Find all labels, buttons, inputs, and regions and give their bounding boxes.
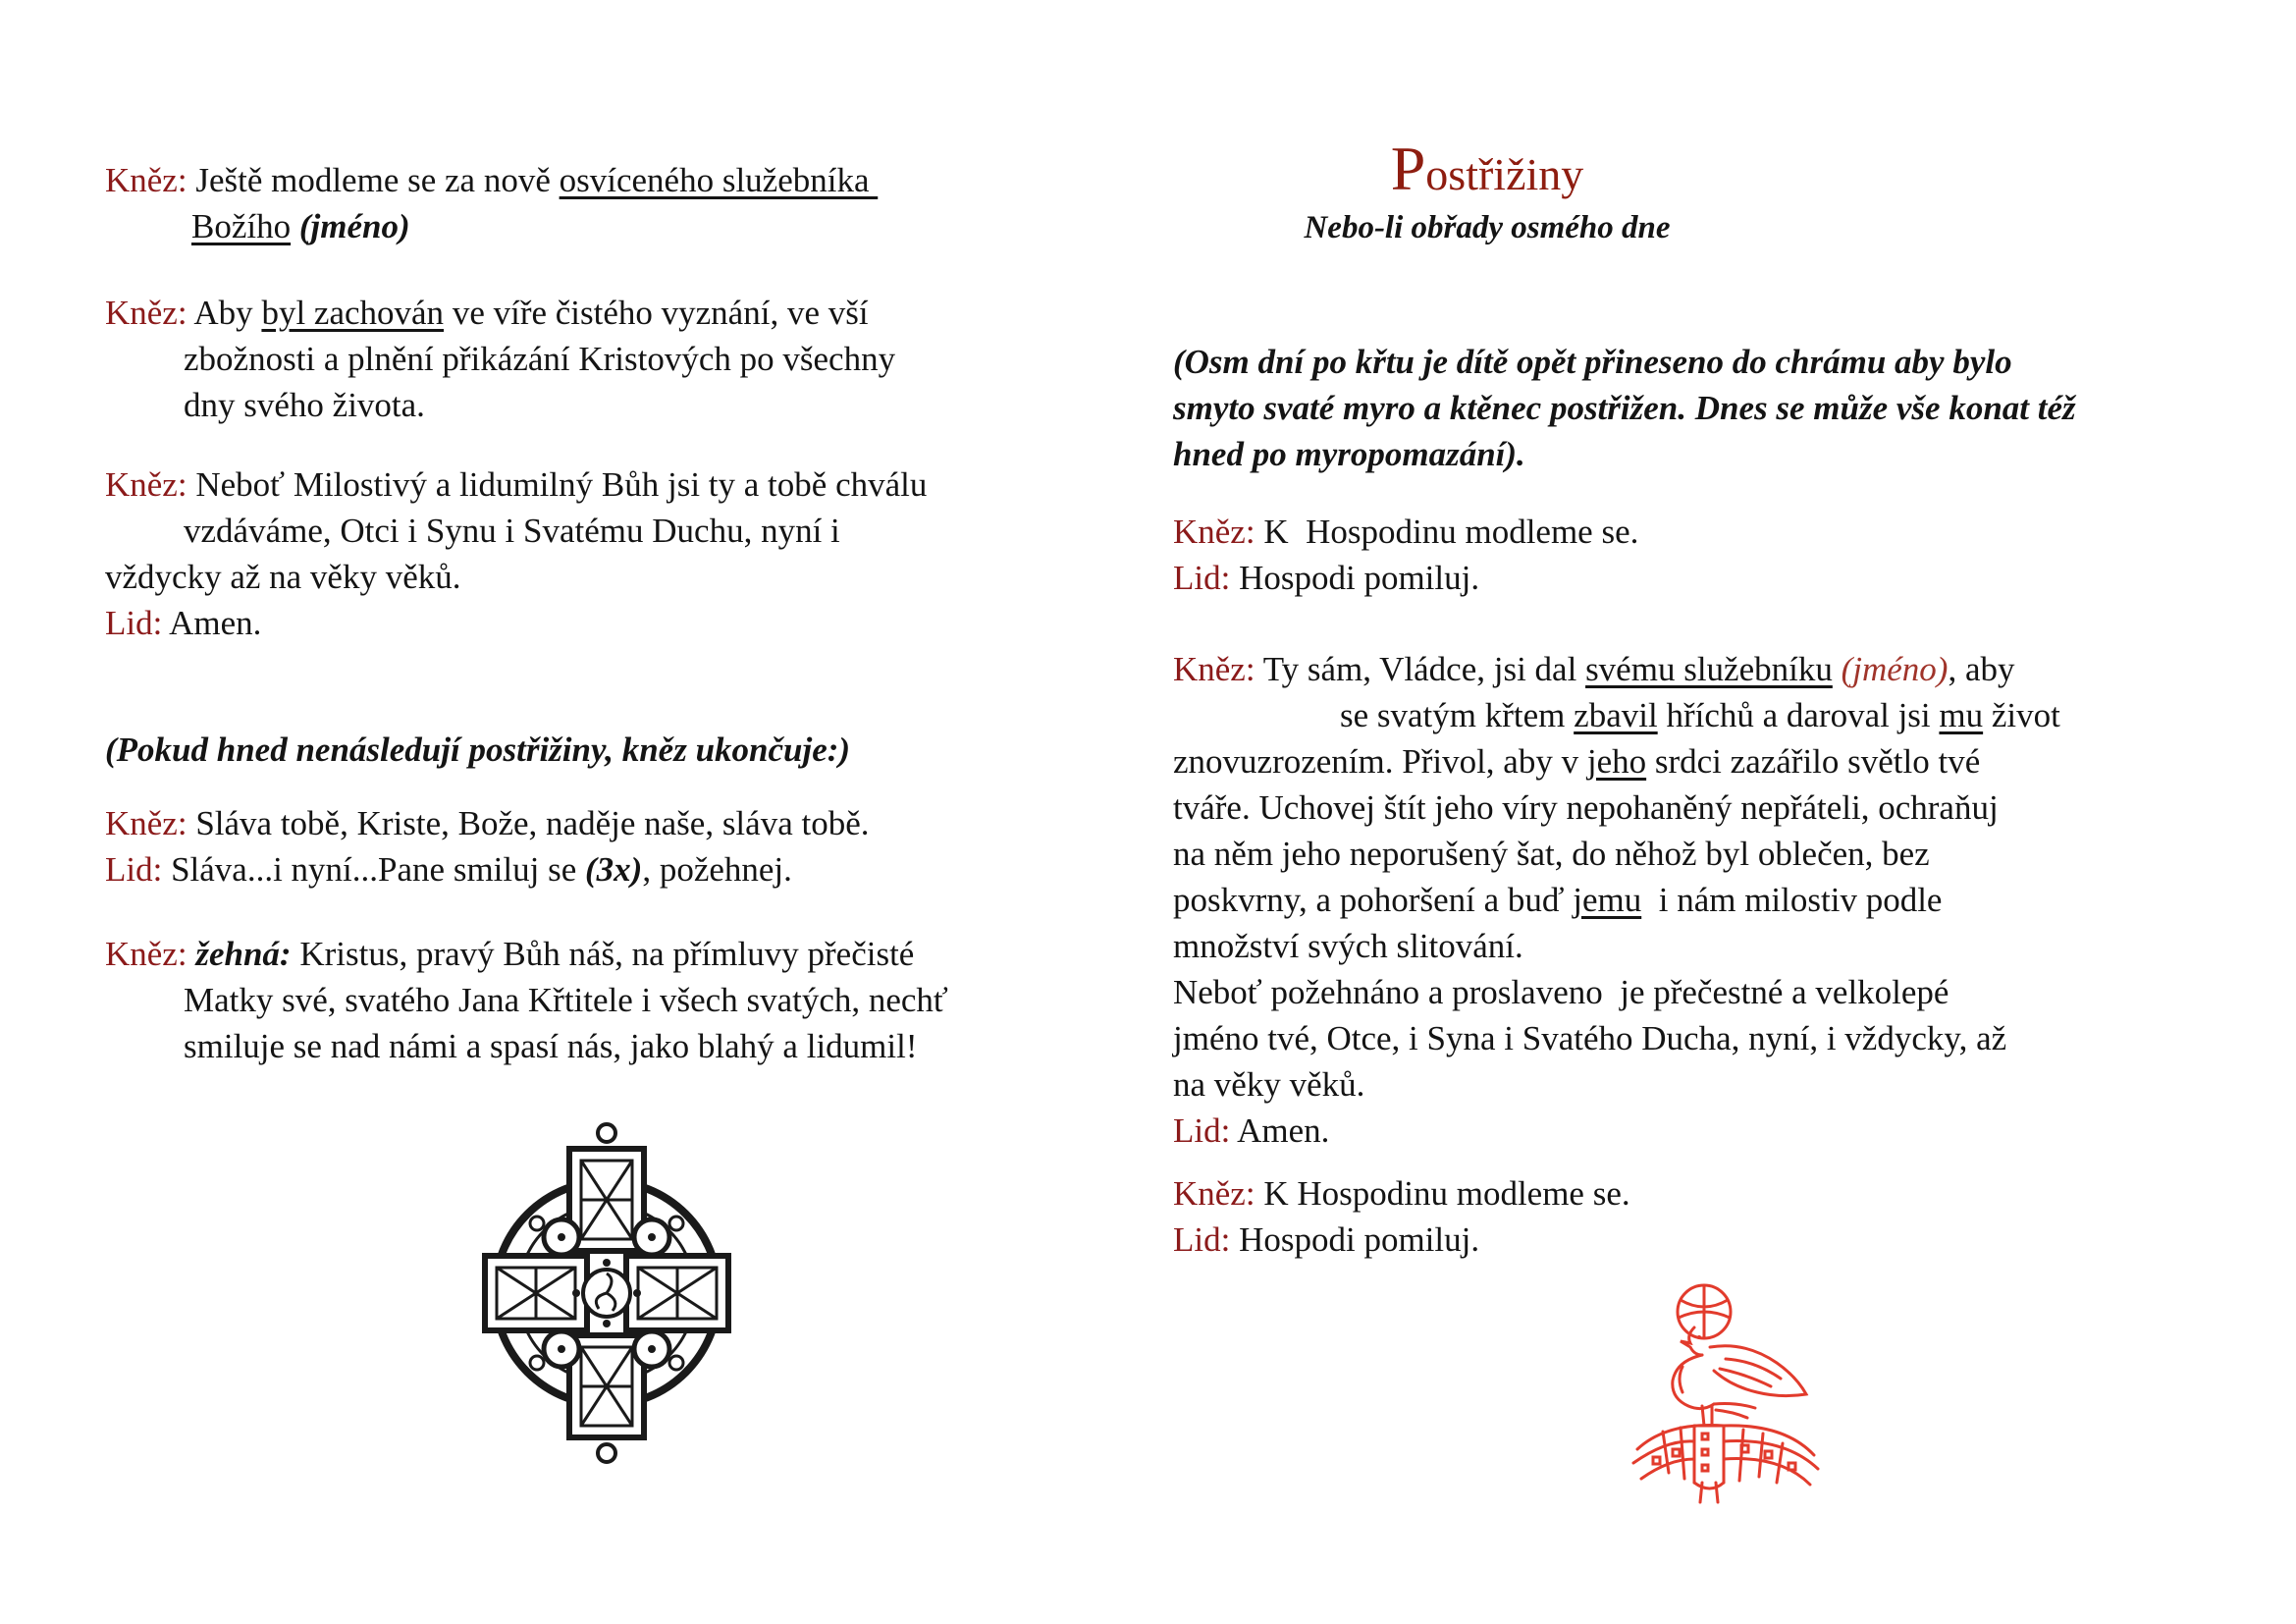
prayer-thou-thyself-master — [1173, 646, 2060, 1154]
underlined-phrase: svému služebníku — [1585, 650, 1833, 688]
litany-pair-1 — [1173, 509, 1638, 601]
text-line — [184, 508, 927, 554]
text-run: Amen. — [1230, 1111, 1330, 1150]
text-run: Aby — [187, 294, 262, 332]
text-line — [1173, 339, 2076, 385]
rubric-note-eighth-day — [1173, 339, 2076, 477]
text-run: Sláva tobě, Kriste, Bože, naděje naše, sláva tobě. — [187, 804, 870, 842]
speaker-label-lid: Lid: — [105, 850, 163, 889]
text-line — [1173, 785, 2060, 831]
text-run: jméno tvé, Otce, i Syna i Svatého Ducha, nyní, i vždycky, až — [1173, 1019, 2007, 1057]
text-line — [1173, 431, 2076, 477]
text-line — [105, 290, 895, 336]
rubric-text: (Pokud hned nenásledují postřižiny, kněz ukončuje:) — [105, 731, 851, 769]
text-run: zbožnosti a plnění přikázání Kristových po všechny — [184, 340, 896, 378]
text-line — [1173, 1015, 2060, 1061]
text-run: , požehnej. — [642, 850, 792, 889]
underlined-phrase: byl zachován — [261, 294, 445, 332]
text-line — [1340, 692, 2060, 738]
text-line — [1173, 509, 1638, 555]
text-run: Matky své, svatého Jana Křtitele i všech svatých, nechť — [184, 981, 948, 1019]
paragraph-for-merciful-god — [105, 461, 927, 646]
text-line — [1173, 831, 2060, 877]
rubric-name-placeholder: (jméno) — [298, 207, 410, 245]
text-run: Sláva...i nyní...Pane smiluj se — [162, 850, 585, 889]
text-line — [1173, 738, 2060, 785]
speaker-label-knez: Kněz: — [1173, 650, 1255, 688]
text-run: dny svého života. — [184, 386, 425, 424]
text-line — [184, 977, 948, 1023]
text-run — [1833, 650, 1842, 688]
text-line — [1173, 1170, 1630, 1217]
underlined-phrase: Božího — [191, 207, 292, 245]
speaker-label-knez: Kněz: — [1173, 513, 1255, 551]
text-run: tváře. Uchovej štít jeho víry nepohaněný nepřáteli, ochraňuj — [1173, 788, 1999, 827]
underlined-phrase: jemu — [1573, 881, 1642, 919]
text-line — [1173, 969, 2060, 1015]
text-line — [1173, 555, 1638, 601]
text-run: Neboť Milostivý a lidumilný Bůh jsi ty a tobě chválu — [187, 465, 928, 504]
rubric-blesses: žehná: — [195, 935, 292, 973]
paragraph-glory-to-thee — [105, 800, 870, 893]
text-run: Kristus, pravý Bůh náš, na přímluvy přečisté — [291, 935, 915, 973]
speaker-label-lid: Lid: — [1173, 1111, 1231, 1150]
text-line — [105, 800, 870, 846]
rubric-note-if-no-tonsure — [105, 727, 850, 773]
text-line — [184, 1023, 948, 1069]
text-run: Ještě modleme se za nově — [187, 161, 560, 199]
text-run: smiluje se nad námi a spasí nás, jako blahý a lidumil! — [184, 1027, 918, 1065]
rubric-text: (Osm dní po křtu je dítě opět přineseno do chrámu aby bylo — [1173, 343, 2012, 381]
text-run: život — [1983, 696, 2060, 734]
underlined-phrase: jeho — [1586, 742, 1647, 781]
text-line — [1173, 646, 2060, 692]
text-run: se svatým křtem — [1340, 696, 1575, 734]
rubric-text: smyto svaté myro a ktěnec postřižen. Dnes se může vše konat též — [1173, 389, 2076, 427]
dove-with-halo-illustration-icon — [1608, 1276, 1843, 1507]
speaker-label-knez: Kněz: — [105, 935, 187, 973]
text-line — [1173, 1217, 1630, 1263]
text-line — [1173, 1061, 2060, 1108]
speaker-label-knez: Kněz: — [105, 294, 187, 332]
underlined-phrase: zbavil — [1574, 696, 1658, 734]
litany-pair-2 — [1173, 1170, 1630, 1263]
text-run: K Hospodinu modleme se. — [1255, 1174, 1630, 1213]
rubric-text: hned po myropomazání). — [1173, 435, 1525, 473]
text-line — [1173, 385, 2076, 431]
text-run: i nám milostiv podle — [1641, 881, 1943, 919]
text-run: vzdáváme, Otci i Synu i Svatému Duchu, nyní i — [184, 512, 840, 550]
text-run: Hospodi pomiluj. — [1230, 1220, 1480, 1259]
paragraph-blessing — [105, 931, 948, 1069]
speaker-label-knez: Kněz: — [105, 804, 187, 842]
speaker-label-knez: Kněz: — [105, 465, 187, 504]
page-title-block — [1173, 134, 1801, 249]
underlined-phrase: osvíceného služebníka — [559, 161, 879, 199]
text-line — [184, 382, 895, 428]
speaker-label-lid: Lid: — [1173, 1220, 1231, 1259]
text-line — [191, 203, 878, 249]
text-run — [291, 207, 299, 245]
title-rest: ostřižiny — [1425, 149, 1584, 199]
speaker-label-knez: Kněz: — [105, 161, 187, 199]
text-run: Hospodi pomiluj. — [1230, 559, 1480, 597]
text-run: Neboť požehnáno a proslaveno je přečestné a velkolepé — [1173, 973, 1949, 1011]
rubric-repeat-count: (3x) — [585, 850, 643, 889]
text-line — [1173, 923, 2060, 969]
text-run: Ty sám, Vládce, jsi dal — [1255, 650, 1586, 688]
paragraph-that-he-be-kept — [105, 290, 895, 428]
text-run: Amen. — [162, 604, 262, 642]
text-run: hříchů a daroval jsi — [1657, 696, 1940, 734]
text-run: K Hospodinu modleme se. — [1255, 513, 1639, 551]
text-line — [105, 600, 927, 646]
text-run: množství svých slitování. — [1173, 927, 1523, 965]
text-line — [105, 461, 927, 508]
text-run: vždycky až na věky věků. — [105, 558, 461, 596]
speaker-label-knez: Kněz: — [1173, 1174, 1255, 1213]
text-run: poskvrny, a pohoršení a buď — [1173, 881, 1574, 919]
text-line — [105, 931, 948, 977]
underlined-phrase: mu — [1939, 696, 1984, 734]
text-line — [105, 727, 850, 773]
page-title — [1173, 134, 1801, 206]
text-run: ve víře čistého vyznání, ve vší — [444, 294, 869, 332]
text-line — [105, 554, 927, 600]
text-run: , aby — [1948, 650, 2015, 688]
text-run: znovuzrozením. Přivol, aby v — [1173, 742, 1587, 781]
text-run: srdci zazářilo světlo tvé — [1646, 742, 1981, 781]
celtic-cross-ornament-icon — [459, 1119, 754, 1473]
page-subtitle: Nebo-li obřady osmého dne — [1304, 210, 1671, 245]
speaker-label-lid: Lid: — [1173, 559, 1231, 597]
text-line — [105, 846, 870, 893]
text-line — [1173, 1108, 2060, 1154]
text-run: na věky věků. — [1173, 1065, 1365, 1104]
text-line — [184, 336, 895, 382]
paragraph-still-we-pray — [105, 157, 878, 249]
text-line — [105, 157, 878, 203]
speaker-label-lid: Lid: — [105, 604, 163, 642]
title-initial: P — [1390, 134, 1426, 203]
text-line — [1173, 877, 2060, 923]
rubric-name-placeholder: (jméno) — [1841, 650, 1949, 688]
text-run: na něm jeho neporušený šat, do něhož byl oblečen, bez — [1173, 835, 1930, 873]
